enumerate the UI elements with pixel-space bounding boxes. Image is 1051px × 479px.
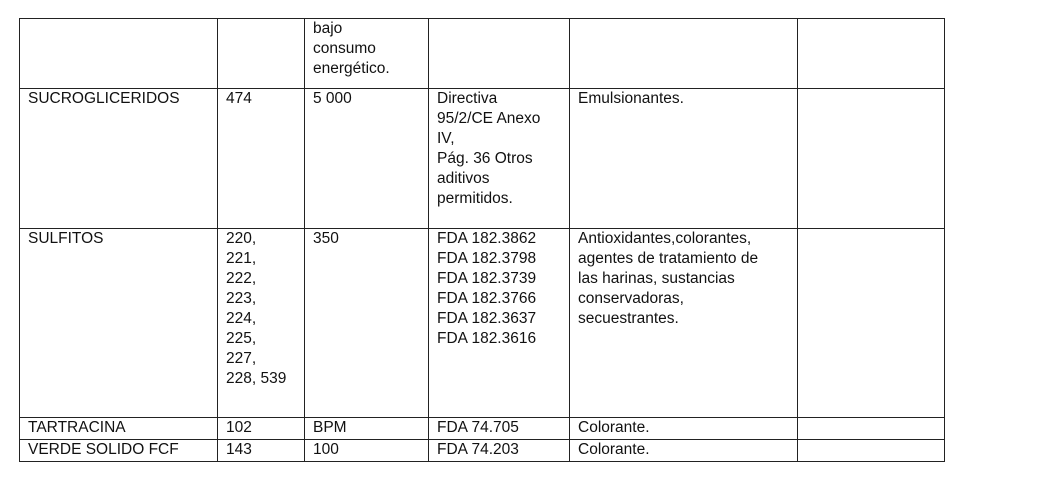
table-row (20, 418, 945, 440)
cell-limit: 350 (305, 229, 429, 418)
cell-reference: FDA 74.203 (429, 440, 570, 462)
cell-ins (218, 19, 305, 89)
cell-function: Emulsionantes. (570, 89, 798, 229)
cell-notes (798, 19, 945, 89)
cell-ins: 102 (218, 418, 305, 440)
cell-function: Colorante. (570, 418, 798, 440)
cell-limit: BPM (305, 418, 429, 440)
cell-reference: FDA 74.705 (429, 418, 570, 440)
cell-function: Antioxidantes,colorantes, agentes de tratamiento de las harinas, sustancias conservadoras, secuestrantes. (570, 229, 798, 418)
cell-limit: bajo consumo energético. (305, 19, 429, 89)
cell-notes (798, 229, 945, 418)
cell-ins: 143 (218, 440, 305, 462)
cell-name (20, 19, 218, 89)
cell-name: SUCROGLICERIDOS (20, 89, 218, 229)
table-row (20, 229, 945, 418)
cell-reference: Directiva 95/2/CE Anexo IV, Pág. 36 Otros aditivos permitidos. (429, 89, 570, 229)
cell-function (570, 19, 798, 89)
cell-name: TARTRACINA (20, 418, 218, 440)
cell-limit: 100 (305, 440, 429, 462)
cell-name: SULFITOS (20, 229, 218, 418)
cell-notes (798, 89, 945, 229)
cell-reference (429, 19, 570, 89)
table-row (20, 440, 945, 462)
cell-function: Colorante. (570, 440, 798, 462)
additives-table (19, 18, 945, 462)
cell-limit: 5 000 (305, 89, 429, 229)
cell-notes (798, 418, 945, 440)
cell-notes (798, 440, 945, 462)
table-row (20, 89, 945, 229)
cell-ins: 474 (218, 89, 305, 229)
cell-reference: FDA 182.3862 FDA 182.3798 FDA 182.3739 FDA 182.3766 FDA 182.3637 FDA 182.3616 (429, 229, 570, 418)
table-row (20, 19, 945, 89)
cell-ins: 220, 221, 222, 223, 224, 225, 227, 228, 539 (218, 229, 305, 418)
cell-name: VERDE SOLIDO FCF (20, 440, 218, 462)
